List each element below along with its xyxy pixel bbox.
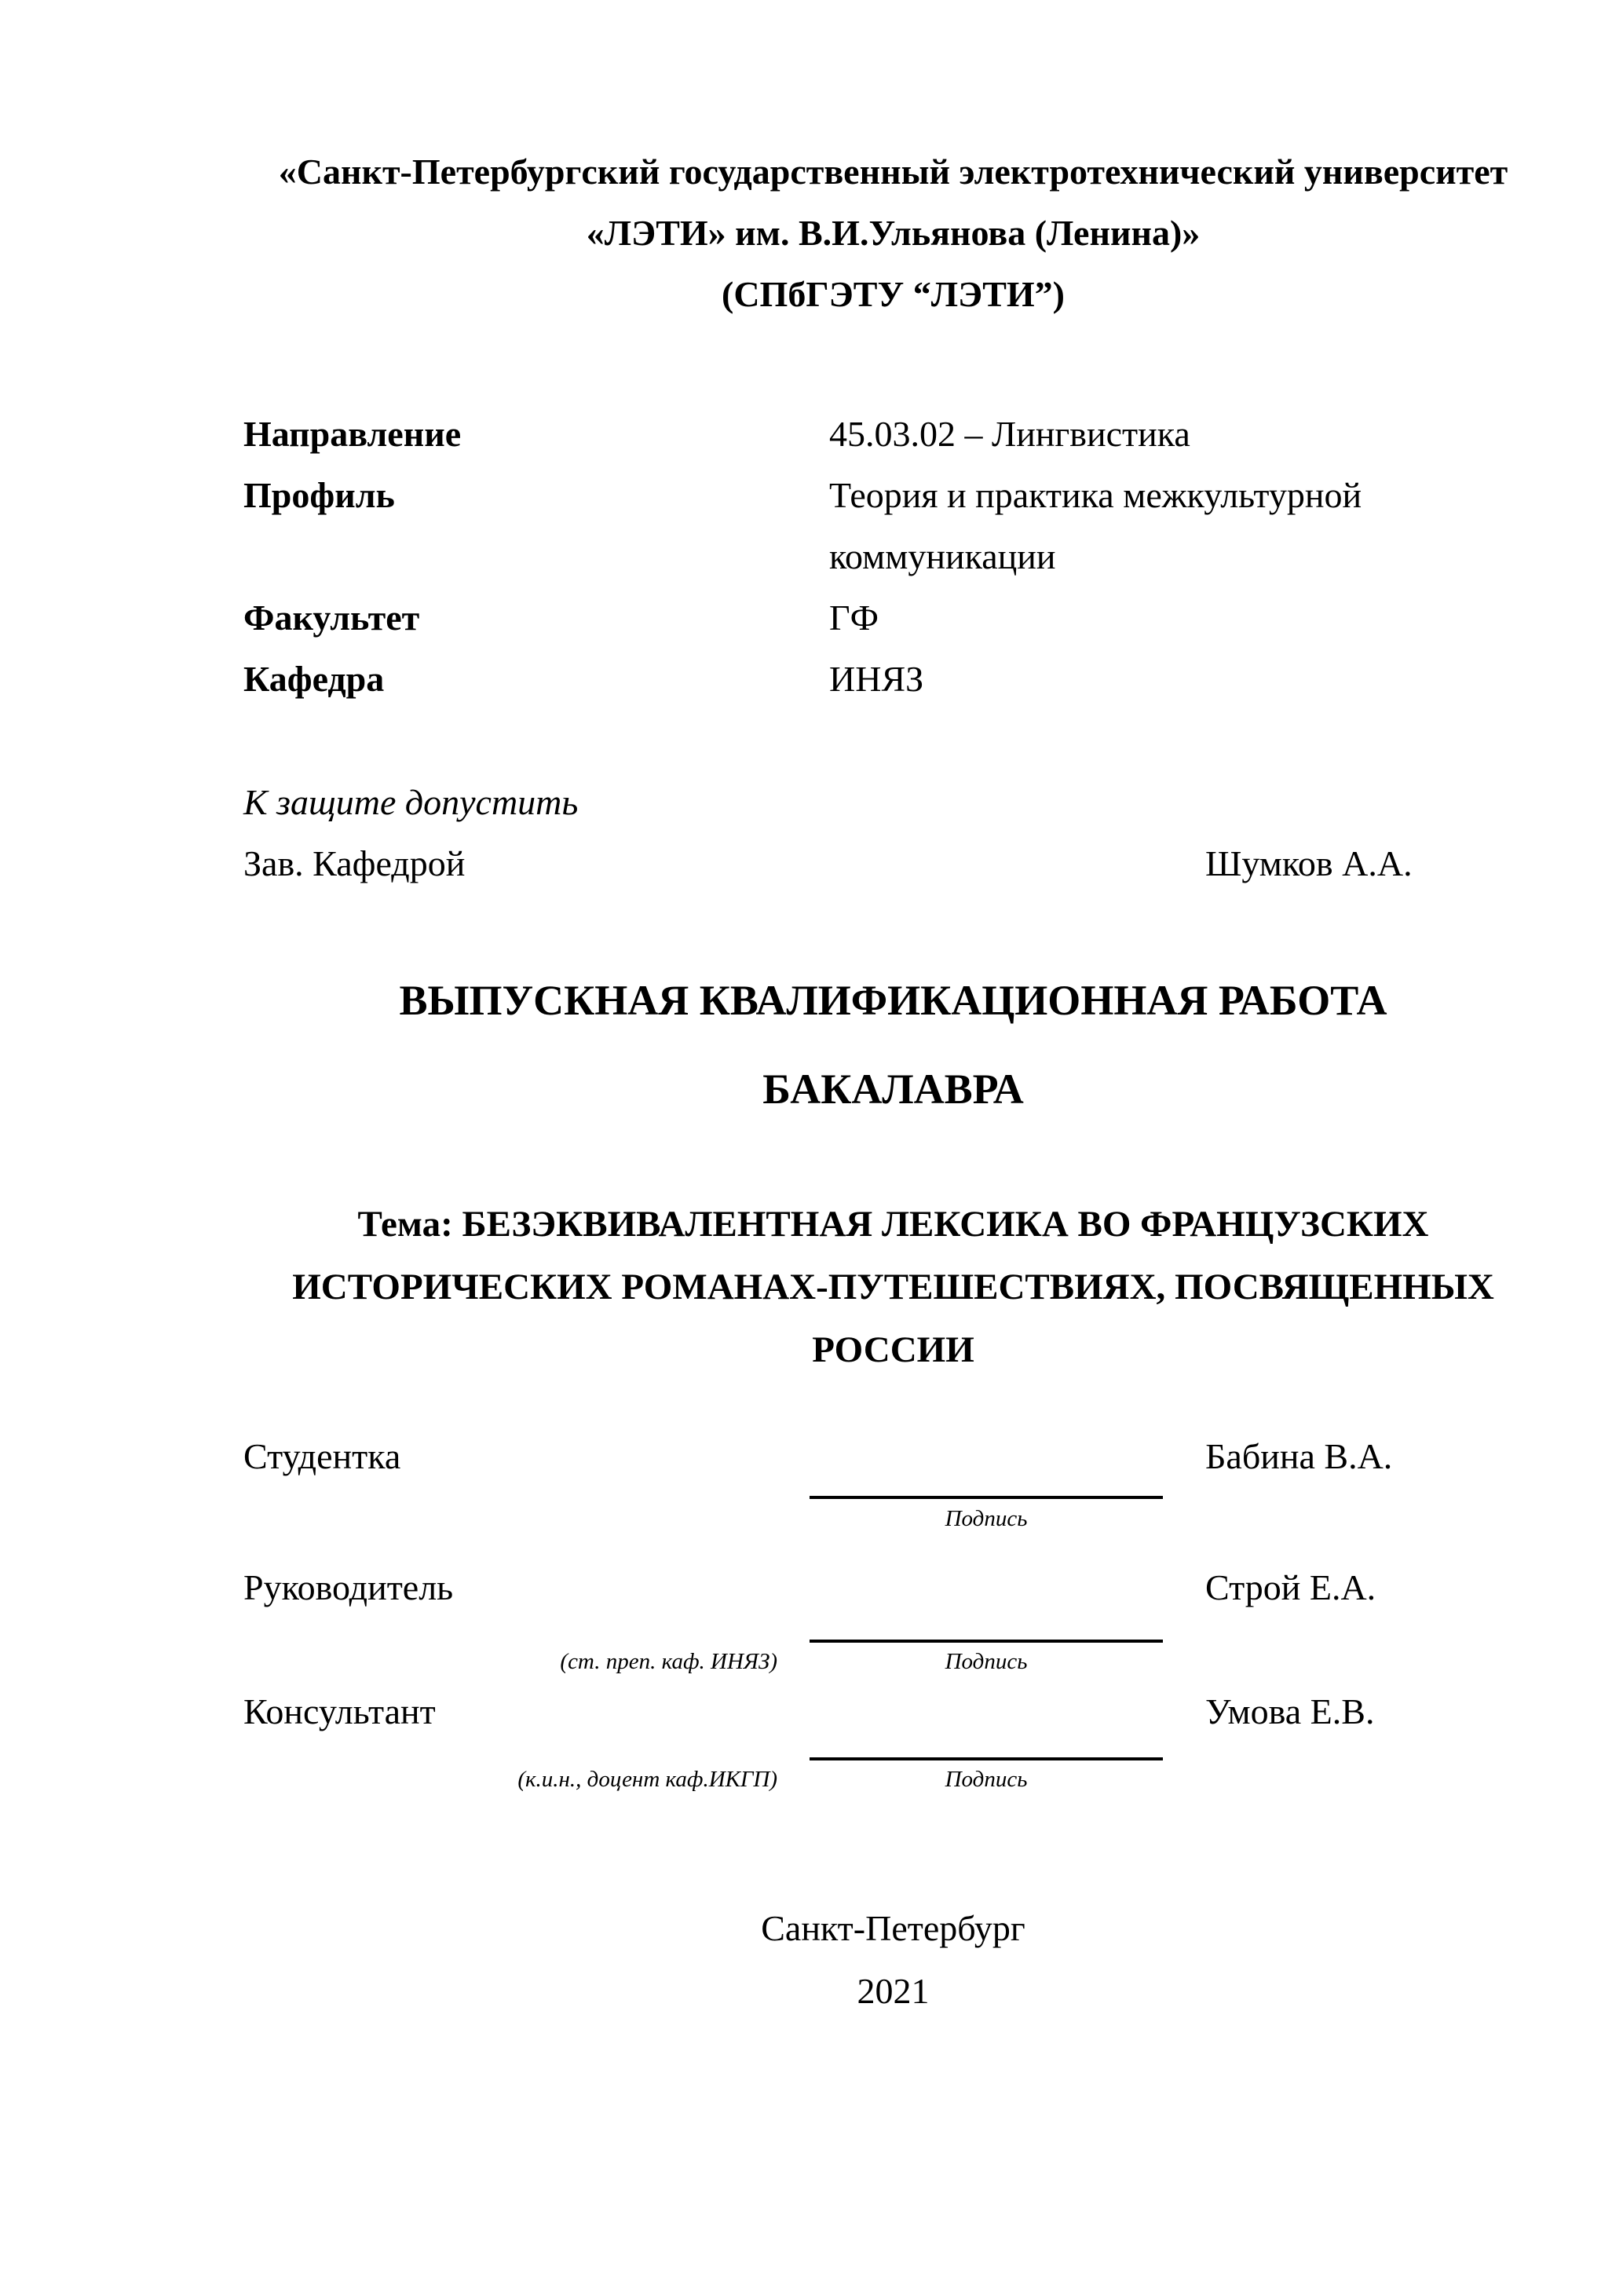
consultant-role-label: Консультант [243, 1691, 436, 1731]
info-row-faculty [243, 587, 1543, 649]
footer-year: 2021 [857, 1971, 930, 2011]
supervisor-name: Строй Е.А. [1205, 1567, 1376, 1607]
faculty-value: ГФ [829, 598, 879, 638]
consultant-signature-caption: Подпись [945, 1767, 1028, 1792]
topic-line-3: РОССИИ [812, 1329, 974, 1370]
profile-value [829, 465, 1543, 587]
supervisor-signature-line [810, 1640, 1163, 1643]
work-title [243, 956, 1543, 1134]
consultant-signature-line [810, 1757, 1163, 1760]
student-signature-caption: Подпись [945, 1506, 1028, 1531]
admit-to-defense-line: К защите допустить [243, 782, 579, 822]
consultant-name: Умова Е.В. [1205, 1691, 1375, 1731]
student-name: Бабина В.А. [1205, 1436, 1393, 1476]
footer-city: Санкт-Петербург [761, 1908, 1025, 1948]
department-head-name: Шумков А.А. [1205, 843, 1413, 883]
topic-block [243, 1193, 1543, 1381]
info-row-direction [243, 404, 1543, 465]
supervisor-signature-caption: Подпись [945, 1649, 1028, 1674]
department-head-row [243, 833, 1543, 894]
program-info-table [243, 404, 1543, 710]
work-title-line-2: БАКАЛАВРА [762, 1066, 1024, 1113]
student-role-label: Студентка [243, 1436, 401, 1476]
consultant-credential: (к.и.н., доцент каф.ИКГП) [517, 1767, 777, 1792]
supervisor-role-label: Руководитель [243, 1567, 454, 1607]
topic-line-2: ИСТОРИЧЕСКИХ РОМАНАХ-ПУТЕШЕСТВИЯХ, ПОСВЯЩЕННЫХ [292, 1267, 1494, 1307]
info-row-department [243, 649, 1543, 710]
work-title-line-1: ВЫПУСКНАЯ КВАЛИФИКАЦИОННАЯ РАБОТА [399, 977, 1387, 1024]
university-name-line-1: «Санкт-Петербургский государственный электротехнический университет [278, 152, 1508, 192]
footer-block [243, 1897, 1543, 2023]
university-name-line-2: «ЛЭТИ» им. В.И.Ульянова (Ленина)» [586, 213, 1201, 253]
info-row-profile [243, 465, 1543, 587]
university-abbreviation: (СПбГЭТУ “ЛЭТИ”) [722, 274, 1065, 314]
admission-block [243, 772, 1543, 894]
direction-label: Направление [243, 414, 462, 454]
profile-value-line-1: Теория и практика межкультурной [829, 475, 1362, 515]
department-label: Кафедра [243, 659, 385, 699]
supervisor-credential: (ст. преп. каф. ИНЯЗ) [560, 1649, 777, 1674]
faculty-label: Факультет [243, 598, 420, 638]
direction-value: 45.03.02 – Лингвистика [829, 414, 1190, 454]
university-header [243, 141, 1543, 325]
department-value: ИНЯЗ [829, 659, 924, 699]
topic-line-1: Тема: БЕЗЭКВИВАЛЕНТНАЯ ЛЕКСИКА ВО ФРАНЦУЗСКИХ [357, 1204, 1429, 1245]
student-signature-line [810, 1496, 1163, 1499]
profile-label: Профиль [243, 475, 395, 515]
department-head-label: Зав. Кафедрой [243, 843, 466, 883]
profile-value-line-2: коммуникации [829, 536, 1056, 576]
